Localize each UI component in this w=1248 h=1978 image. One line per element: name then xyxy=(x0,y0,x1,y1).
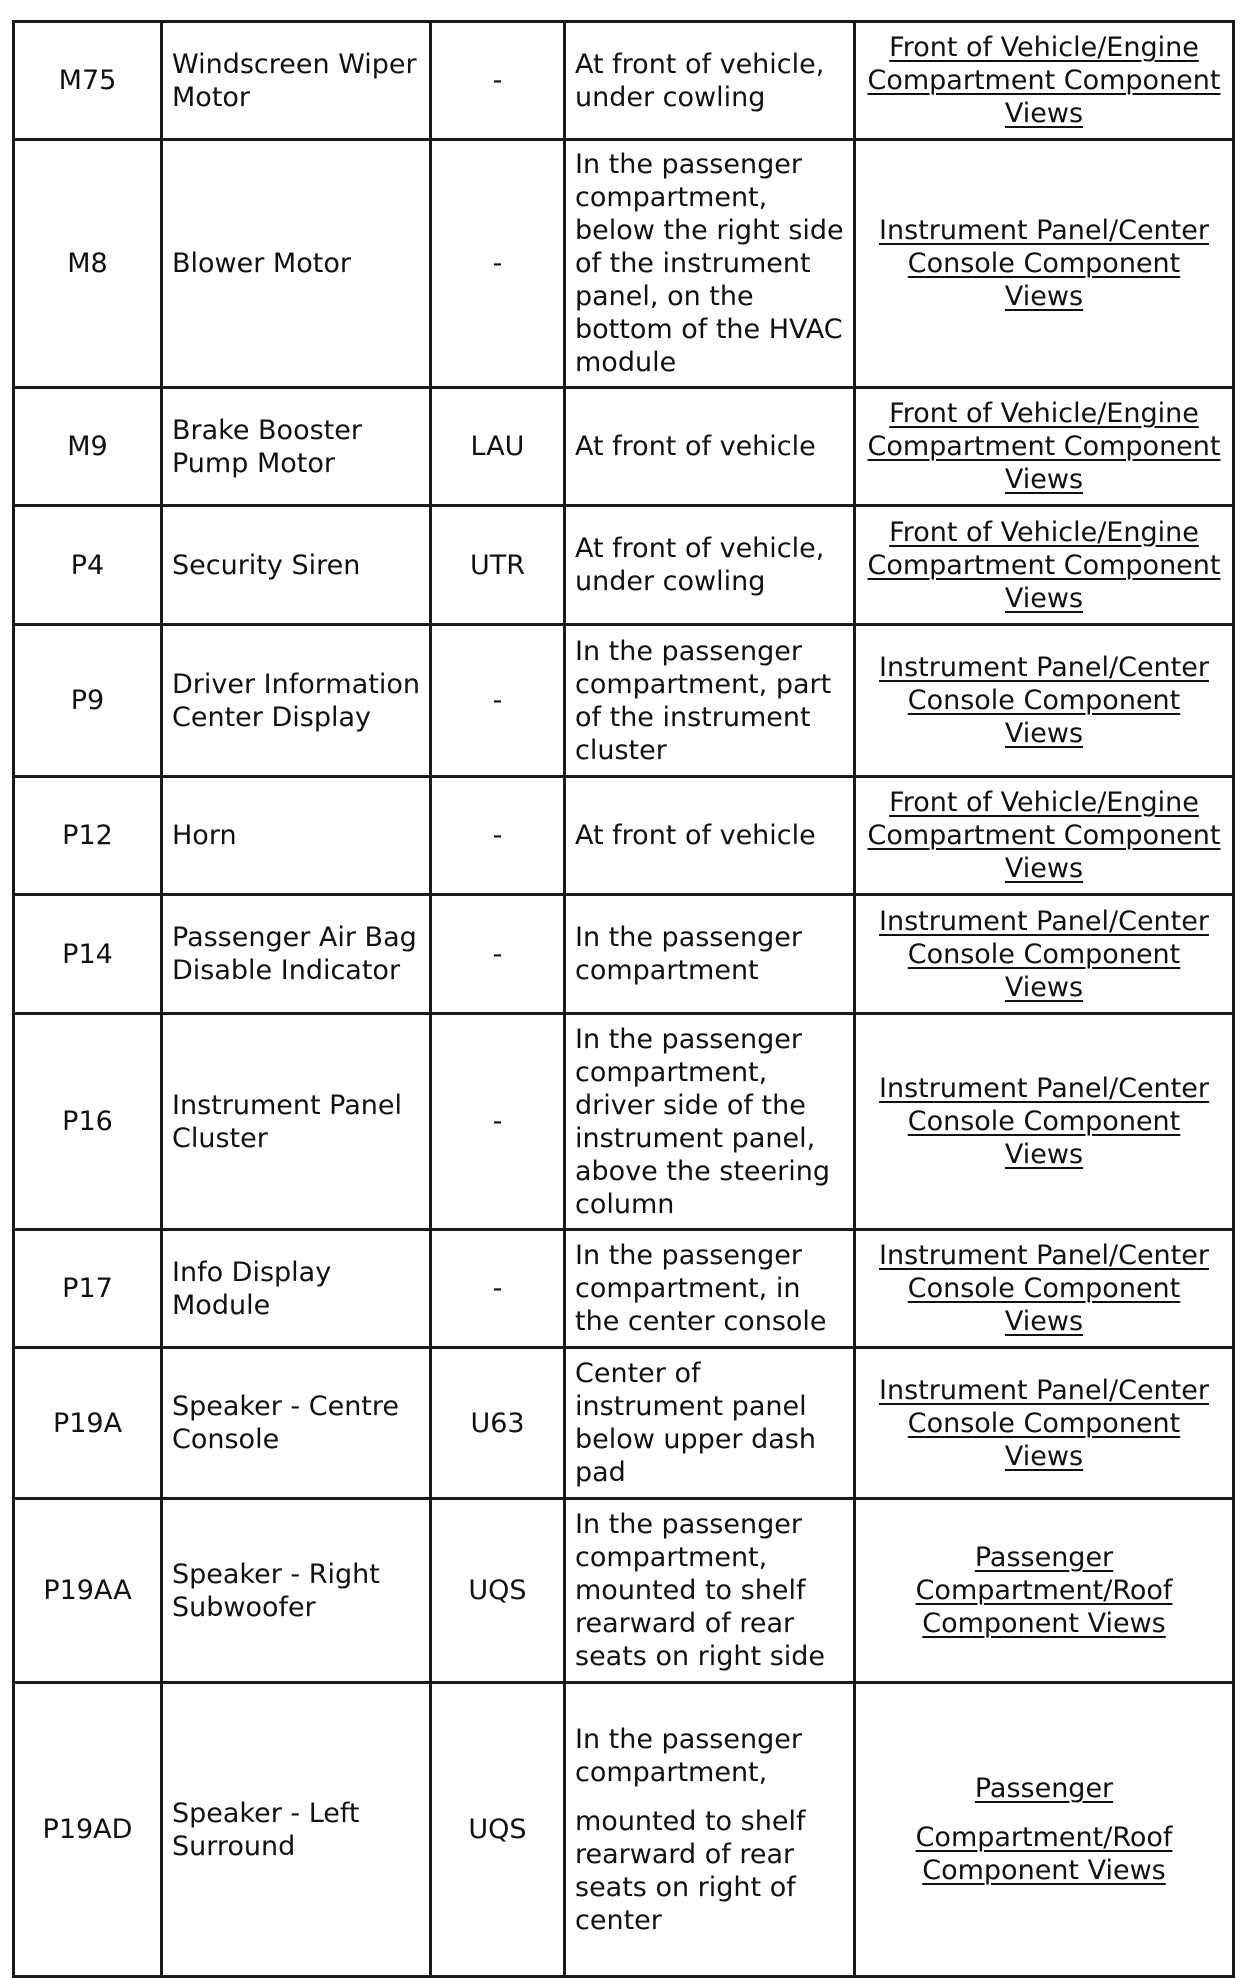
component-number: P9 xyxy=(14,625,162,777)
component-name: Speaker - Centre Console xyxy=(162,1348,431,1499)
component-name: Speaker - Left Surround xyxy=(162,1683,431,1977)
option-code: - xyxy=(431,1014,565,1230)
option-code: - xyxy=(431,140,565,388)
component-location: In the passenger compartment, below the right side of the instrument panel, on the bottom of the HVAC module xyxy=(565,140,855,388)
component-view-link[interactable]: Instrument Panel/Center Console Component Views xyxy=(879,652,1209,749)
table-row xyxy=(14,1014,1234,1230)
component-view-link[interactable]: Instrument Panel/Center Console Component Views xyxy=(879,905,1209,1003)
table-row xyxy=(14,1499,1234,1683)
location-line-2: mounted to shelf rearward of rear seats on right of center xyxy=(575,1805,806,1936)
component-name: Blower Motor xyxy=(162,140,431,388)
component-view-link[interactable]: Compartment/Roof Component Views xyxy=(915,1822,1173,1886)
view-cell xyxy=(855,777,1234,895)
view-cell xyxy=(855,1499,1234,1683)
component-view-link[interactable]: Front of Vehicle/Engine Compartment Component Views xyxy=(867,516,1221,614)
option-code: UTR xyxy=(431,506,565,625)
component-location: In the passenger compartment, in the center console xyxy=(565,1230,855,1348)
component-view-link[interactable]: Front of Vehicle/Engine Compartment Component Views xyxy=(867,398,1221,495)
component-view-link[interactable]: Front of Vehicle/Engine Compartment Component Views xyxy=(867,32,1221,129)
view-cell xyxy=(855,506,1234,625)
component-number: M9 xyxy=(14,388,162,506)
view-cell xyxy=(855,388,1234,506)
component-number: P17 xyxy=(14,1230,162,1348)
view-cell xyxy=(855,625,1234,777)
component-name: Passenger Air Bag Disable Indicator xyxy=(162,895,431,1014)
view-cell xyxy=(855,22,1234,140)
component-name: Instrument Panel Cluster xyxy=(162,1014,431,1230)
option-code: - xyxy=(431,1230,565,1348)
component-location: In the passenger compartment xyxy=(565,895,855,1014)
component-number: P19A xyxy=(14,1348,162,1499)
table-body xyxy=(14,22,1234,1977)
component-location: At front of vehicle, under cowling xyxy=(565,22,855,140)
view-cell xyxy=(855,140,1234,388)
component-view-link[interactable]: Instrument Panel/Center Console Component Views xyxy=(879,1073,1209,1170)
component-location: In the passenger compartment, part of the instrument cluster xyxy=(565,625,855,777)
option-code: - xyxy=(431,625,565,777)
option-code: - xyxy=(431,777,565,895)
component-number: P4 xyxy=(14,506,162,625)
table-row xyxy=(14,1348,1234,1499)
component-view-link[interactable]: Passenger xyxy=(974,1773,1114,1804)
option-code: - xyxy=(431,895,565,1014)
option-code: LAU xyxy=(431,388,565,506)
table-row xyxy=(14,140,1234,388)
component-name: Security Siren xyxy=(162,506,431,625)
component-number: P16 xyxy=(14,1014,162,1230)
component-locator-table xyxy=(12,20,1235,1978)
component-location: At front of vehicle, under cowling xyxy=(565,506,855,625)
component-name: Speaker - Right Subwoofer xyxy=(162,1499,431,1683)
component-location: Center of instrument panel below upper dash pad xyxy=(565,1348,855,1499)
component-name: Info Display Module xyxy=(162,1230,431,1348)
view-cell xyxy=(855,1014,1234,1230)
table-row xyxy=(14,777,1234,895)
component-view-link[interactable]: Instrument Panel/Center Console Component Views xyxy=(879,1240,1209,1337)
location-line-1: In the passenger compartment, xyxy=(575,1723,802,1788)
component-view-link[interactable]: Instrument Panel/Center Console Component Views xyxy=(879,1374,1209,1472)
component-number: P19AA xyxy=(14,1499,162,1683)
component-name: Driver Information Center Display xyxy=(162,625,431,777)
component-number: M8 xyxy=(14,140,162,388)
view-cell xyxy=(855,1683,1234,1977)
component-name: Windscreen Wiper Motor xyxy=(162,22,431,140)
component-location: In the passenger compartment, mounted to shelf rearward of rear seats on right side xyxy=(565,1499,855,1683)
component-number: M75 xyxy=(14,22,162,140)
view-cell xyxy=(855,895,1234,1014)
component-name: Horn xyxy=(162,777,431,895)
view-cell xyxy=(855,1348,1234,1499)
table-row xyxy=(14,506,1234,625)
option-code: U63 xyxy=(431,1348,565,1499)
option-code: UQS xyxy=(431,1499,565,1683)
view-cell xyxy=(855,1230,1234,1348)
component-location: In the passenger compartment, driver side of the instrument panel, above the steering column xyxy=(565,1014,855,1230)
component-location: At front of vehicle xyxy=(565,388,855,506)
table-row xyxy=(14,1230,1234,1348)
component-view-link[interactable]: Instrument Panel/Center Console Component Views xyxy=(879,215,1209,312)
component-number: P12 xyxy=(14,777,162,895)
component-view-link[interactable]: Front of Vehicle/Engine Compartment Component Views xyxy=(867,787,1221,884)
component-location xyxy=(565,1683,855,1977)
table-row xyxy=(14,22,1234,140)
table-row xyxy=(14,388,1234,506)
component-number: P19AD xyxy=(14,1683,162,1977)
component-name: Brake Booster Pump Motor xyxy=(162,388,431,506)
component-number: P14 xyxy=(14,895,162,1014)
table-row xyxy=(14,1683,1234,1977)
option-code: UQS xyxy=(431,1683,565,1977)
table-row xyxy=(14,625,1234,777)
table-row xyxy=(14,895,1234,1014)
option-code: - xyxy=(431,22,565,140)
component-view-link[interactable]: Passenger Compartment/Roof Component Views xyxy=(915,1542,1173,1639)
component-location: At front of vehicle xyxy=(565,777,855,895)
